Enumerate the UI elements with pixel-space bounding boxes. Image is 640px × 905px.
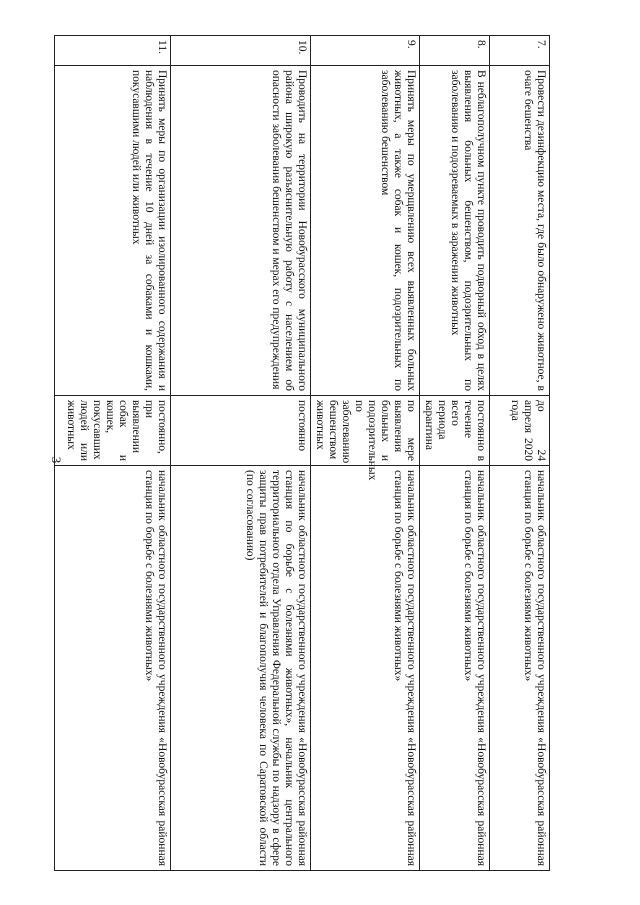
measure-cell: Провести дезинфекцию места, где было обнаружено животное, в очаге бешенства [490,66,550,396]
page-number: 3 [49,456,64,464]
term-cell: по мере выявления больных и подозрительных по заболеванию бешенством животных [311,396,420,466]
table-row [311,36,420,871]
rotated-table-container [65,35,550,870]
responsible-cell: начальник областного государственного учреждения «Новобурасская районная станция по борьбе с болезнями животных» [55,466,171,871]
row-number: 9. [311,36,420,66]
term-cell: постоянно в течение всего периода карантина [420,396,490,466]
row-number: 10. [171,36,311,66]
measures-table [54,35,550,871]
responsible-cell: начальник областного государственного учреждения «Новобурасская районная станция по борьбе с болезнями животных» [311,466,420,871]
measure-cell: В неблагополучном пункте проводить подворный обход в целях выявления больных бешенством, подозрительных по заболеванию и подозреваемых в заражении животных [420,66,490,396]
table-row [171,36,311,871]
table-row [490,36,550,871]
row-number: 8. [420,36,490,66]
responsible-cell: начальник областного государственного учреждения «Новобурасская районная станция по борьбе с болезнями животных» [490,466,550,871]
term-cell: до 24 апреля 2020 года [490,396,550,466]
table-row [55,36,171,871]
responsible-cell: начальник областного государственного учреждения «Новобурасская районная станция по борьбе с болезнями животных» [420,466,490,871]
row-number: 11. [55,36,171,66]
responsible-cell: начальник областного государственного учреждения «Новобурасская районная станция по борьбе с болезнями животных», начальник центрального территориального отдела Управления Федеральной службы по надзору в сфере защиты прав потребителей и благополучия человека по Саратовской области (по согласованию) [171,466,311,871]
measure-cell: Принять меры по организации изолированного содержания и наблюдения в течение 10 дней за собаками и кошками, покусавшими людей или животных [55,66,171,396]
row-number: 7. [490,36,550,66]
measure-cell: Проводить на территории Новобурасского муниципального района широкую разъяснительную работу с населением об опасности заболевания бешенством и мерах его предупреждения [171,66,311,396]
term-cell: постоянно, при выявлении собак и кошек, покусавших людей или животных [55,396,171,466]
term-cell: постоянно [171,396,311,466]
measure-cell: Принять меры по умерщвлению всех выявленных больных животных, а также собак и кошек, подозрительных по заболеванию бешенством [311,66,420,396]
table-row [420,36,490,871]
